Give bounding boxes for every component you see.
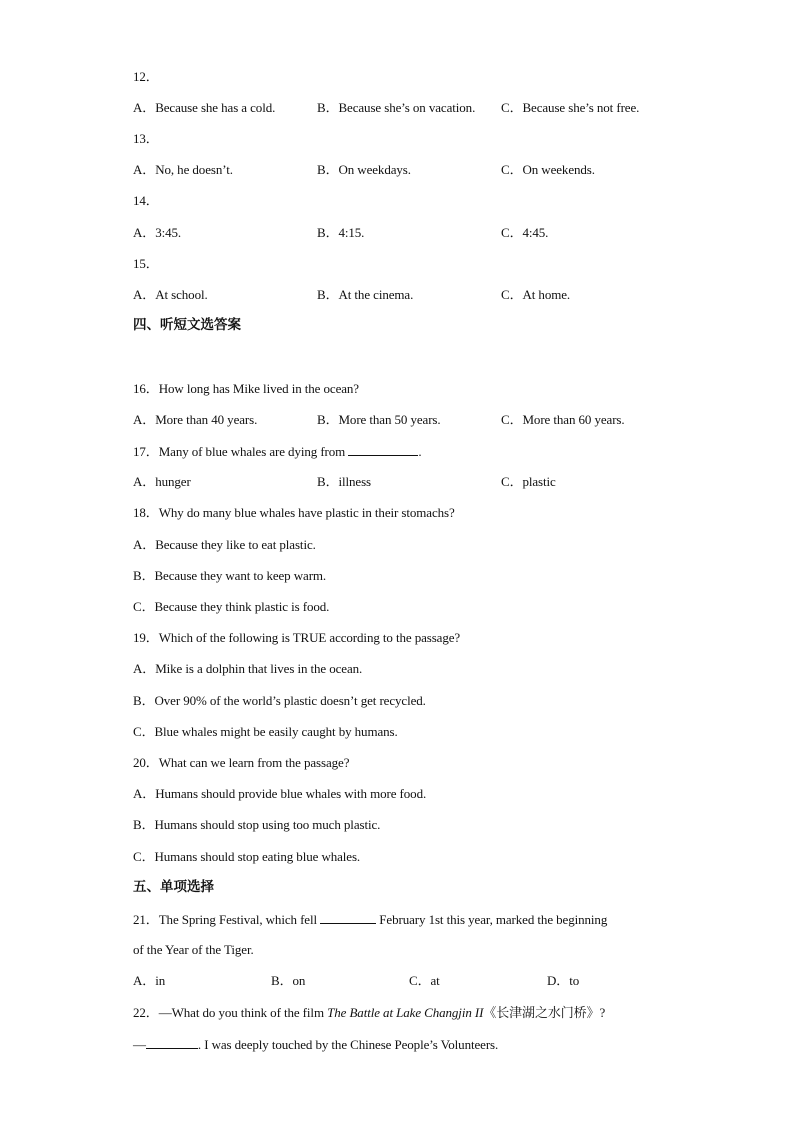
q15-option-c: C．At home. (501, 287, 571, 302)
q22-reply-text: . I was deeply touched by the Chinese People’s Volunteers. (197, 1037, 499, 1052)
q21-option-c: C．at (409, 973, 440, 988)
q12-option-c: C．Because she’s not free. (501, 100, 640, 115)
q18-option-b: B．Because they want to keep warm. (133, 568, 327, 583)
q17-option-c: C．plastic (501, 474, 556, 489)
q21-stem-text: 21．The Spring Festival, which fell (133, 912, 321, 927)
q14-option-c: C．4:45. (501, 225, 549, 240)
question-21-stem (133, 911, 607, 928)
q17-answer-blank (348, 443, 418, 456)
q18-option-a: A．Because they like to eat plastic. (133, 537, 316, 552)
q20-option-c: C．Humans should stop eating blue whales. (133, 849, 361, 864)
question-17-stem (133, 443, 422, 460)
question-22-reply (133, 1036, 498, 1053)
q12-option-b: B．Because she’s on vacation. (317, 100, 476, 115)
question-15-number: 15． (133, 256, 159, 271)
question-12-number: 12． (133, 69, 159, 84)
q18-option-c: C．Because they think plastic is food. (133, 599, 330, 614)
question-20-stem: 20．What can we learn from the passage? (133, 755, 350, 770)
q22-film-title: The Battle at Lake Changjin II (327, 1005, 484, 1020)
question-22-stem (133, 1005, 605, 1021)
q20-option-a: A．Humans should provide blue whales with more food. (133, 786, 427, 801)
q21-stem-continued: February 1st this year, marked the beginning (376, 912, 608, 927)
question-14-number: 14． (133, 193, 159, 208)
section-5-heading: 五、单项选择 (133, 879, 214, 895)
q13-option-a: A．No, he doesn’t. (133, 162, 233, 177)
q22-stem-text: 22．—What do you think of the film (133, 1005, 328, 1020)
q19-option-c: C．Blue whales might be easily caught by humans. (133, 724, 398, 739)
q12-option-a: A．Because she has a cold. (133, 100, 276, 115)
q16-option-b: B．More than 50 years. (317, 412, 441, 427)
q22-reply-dash: — (133, 1037, 146, 1052)
q22-answer-blank (146, 1036, 198, 1049)
q16-option-c: C．More than 60 years. (501, 412, 625, 427)
q19-option-a: A．Mike is a dolphin that lives in the ocean. (133, 661, 363, 676)
q21-answer-blank (320, 911, 376, 924)
q15-option-a: A．At school. (133, 287, 208, 302)
q21-option-a: A．in (133, 973, 166, 988)
q17-option-a: A．hunger (133, 474, 191, 489)
section-4-heading: 四、听短文选答案 (133, 317, 241, 333)
q13-option-b: B．On weekdays. (317, 162, 411, 177)
q22-film-title-chinese: 《长津湖之水门桥》? (483, 1005, 606, 1020)
q17-stem-text: 17．Many of blue whales are dying from (133, 444, 349, 459)
q17-stem-end: . (418, 444, 422, 459)
q21-option-b: B．on (271, 973, 306, 988)
q21-option-d: D．to (547, 973, 580, 988)
q19-option-b: B．Over 90% of the world’s plastic doesn’t get recycled. (133, 693, 426, 708)
question-18-stem: 18．Why do many blue whales have plastic in their stomachs? (133, 505, 455, 520)
q17-option-b: B．illness (317, 474, 371, 489)
question-21-stem-line2: of the Year of the Tiger. (133, 942, 254, 957)
q20-option-b: B．Humans should stop using too much plastic. (133, 817, 381, 832)
q13-option-c: C．On weekends. (501, 162, 595, 177)
q14-option-b: B．4:15. (317, 225, 365, 240)
question-16-stem: 16．How long has Mike lived in the ocean? (133, 381, 359, 396)
q14-option-a: A．3:45. (133, 225, 182, 240)
question-13-number: 13． (133, 131, 159, 146)
q15-option-b: B．At the cinema. (317, 287, 414, 302)
question-19-stem: 19．Which of the following is TRUE according to the passage? (133, 630, 461, 645)
q16-option-a: A．More than 40 years. (133, 412, 258, 427)
